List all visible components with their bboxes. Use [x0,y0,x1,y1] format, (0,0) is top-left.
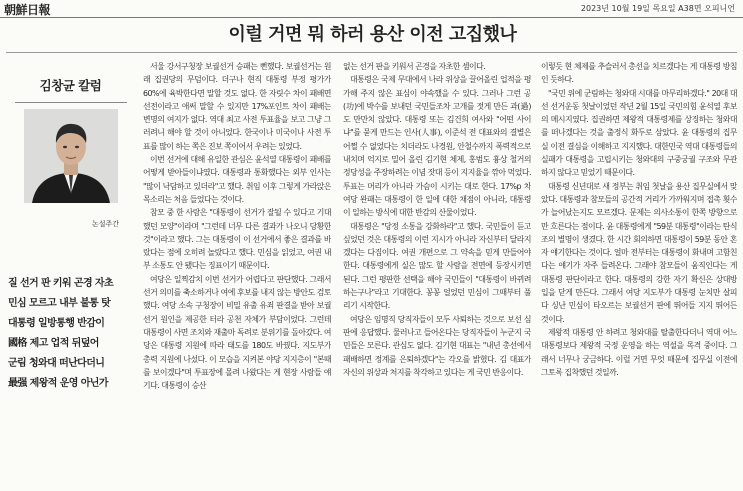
author-portrait-image [24,109,118,203]
paragraph: 참모 중 한 사람은 "대통령이 선거가 잘될 수 있다고 기대했던 모양"이라며 "그런데 너무 다른 결과가 나오니 당황한 것"이라고 했다. 그는 대통령이 이 선거에서 좋은 결과를 바랐다는 점에 오히려 놀랐다고 했다. 민심을 읽었고, 여권 내부 소통도 안 됐다는 징표이기 때문이다. [143,208,331,271]
paragraph: 이렇듯 현 체제를 추슬러서 총선을 치르겠다는 게 대통령 방침인 듯하다. [541,62,737,85]
paragraph: 여당은 임명직 당직자들이 모두 사퇴하는 것으로 보선 심판에 응답했다. 물러나고 들어온다는 당직자들이 누군지 국민들은 모른다. 관심도 없다. 김기현 대표는 "내년 총선에서 패배하면 정계를 은퇴하겠다"는 각오를 밝혔다. 김 대표가 자신의 위상과 처지를 착각하고 있다는 게 국민 반응이다. [343,314,531,377]
paragraph: 이번 선거에 대해 유일한 관심은 윤석열 대통령이 패배를 어떻게 받아들이냐였다. 대통령과 통화했다는 외부 인사는 "많이 낙담하고 있더라"고 했다. 취임 이후 그렇게 가라앉은 목소리는 처음 들었다는 것이다. [143,155,331,204]
page-header [0,0,743,18]
author-column [8,62,133,487]
article-column-1 [143,60,331,490]
pull-quote-line: 질 선거 판 키워 곤경 자초 [8,278,114,289]
headline-divider [6,52,737,53]
pull-quote [8,274,133,394]
paragraph: 대통령은 국제 무대에서 나라 위상을 끌어올린 업적을 평가해 주지 않은 표심이 야속했을 수 있다. 그러나 그런 공(功)에 박수를 보내던 국민들조차 고개를 젓게 만든 과(過)도 만만치 않았다. 대통령 또는 김건희 여사와 "어떤 사이냐"를 묻게 만드는 인사(人事), 이준석 전 대표와의 결별은 어쩔 수 없었다는 치더라도 나경원, 안철수까지 폭력적으로 내치며 억지로 밀어 올린 김기현 체제, 홍범도 흉상 철거의 정당성을 주장하려는 이념 잣대 등이 지지율을 깎아 먹었다. 투표는 머리가 아니라 가슴이 시키는 대로 한다. 17%p 차 여당 완패는 대통령이 한 일에 대한 채점이 아니라, 대통령이 일하는 방식에 대한 반감의 산물이었다. [343,75,531,218]
author-title: 논설주간 [91,220,119,228]
article-column-2 [343,60,531,490]
paragraph: 없는 선거 판을 키워서 곤경을 자초한 셈이다. [343,62,486,71]
paragraph: 서울 강서구청장 보궐선거 승패는 뻔했다. 보궐선거는 원래 집권당의 무덤이다. 더구나 현직 대통령 부정 평가가 60%에 육박한다면 말할 것도 없다. 한 자릿수 차이 패배면 선전이라고 애써 말할 수 있지만 17%포인트 차이 패배는 변명의 여지가 없다. 역대 최고 사전 투표율을 보고 그냥 그러려니 해야 할 것이 아니었다. 한국이나 미국이나 사전 투표를 많이 하는 쪽은 진보 쪽이어서 우려는 있었다. [143,62,331,151]
article-headline: 이럴 거면 뭐 하러 용산 이전 고집했나 [228,24,517,45]
issue-info: 2023년 10월 19일 목요일 A38면 오피니언 [580,4,735,13]
article-column-3 [541,60,737,490]
pull-quote-line: 대통령 일방통행 반감이 [8,318,105,329]
pull-quote-line: 민심 모르고 내부 불통 탓 [8,298,111,309]
pull-quote-line: 군림 청와대 떠난다더니 [8,358,105,369]
column-byline: 김창균 칼럼 [39,78,102,93]
byline-divider [15,102,127,103]
paragraph: 대통령은 "당정 소통을 강화하라"고 했다. 국민들이 듣고 싶었던 것은 대통령의 이런 지시가 아니라 자신부터 달라지겠다는 다짐이다. 여권 개편으로 그 약속을 믿게 만들어야 한다. 대통령에게 실은 많도 할 사람을 전면에 등장시키면 된다. 그런 평판한 선택을 해야 국민들이 "대통령이 바뀌려 하는구나"라고 기대한다. 꽁꽁 얼었던 민심이 그때부터 풀리기 시작한다. [343,221,531,311]
paragraph: "국민 위에 군림하는 청와대 시대를 마무리하겠다." 20대 대선 선거운동 첫날이었던 작년 2월 15일 국민의힘 윤석열 후보의 메시지였다. 집권하면 제왕적 대통령제를 상징하는 청와대를 떠나겠다는 것을 출정식 화두로 삼았다. 윤 대통령의 집무실 이전 결심을 이해하고 지지했다. 대한민국 역대 대통령들의 실패가 대통령을 고립시키는 청와대의 구중궁궐 구조와 무관하지 않다고 믿었기 때문이다. [541,88,737,178]
masthead: 朝鮮日報 [4,3,51,17]
pull-quote-line: 最强 제왕적 운영 아닌가 [8,378,108,389]
pull-quote-line: 國格 제고 업적 뒤덮어 [8,338,99,349]
author-photo [24,109,118,203]
paragraph: 대통령 신년대로 새 정부는 취임 첫날을 용산 집무실에서 맞았다. 대통령과 참모들의 공간적 거리가 가까워지며 접촉 횟수가 늘어났는지도 모르겠다. 문제는 의사소통이 한쪽 방향으로만 흐른다는 점이다. 윤 대통령에게 "59분 대통령"이라는 탄식조의 별명이 생겼다. 한 시간 회의하면 대통령이 59분 동안 혼자 얘기한다는 것이다. 얼마 전부터는 대통령이 화내며 고함친다는 얘기가 자주 들려온다. 그래야 참모들이 움직인다는 게 대통령 판단이라고 한다. 대통령의 강한 자기 확신은 상대방 입을 닫게 만든다. 그래서 여당 지도부가 대통령 눈치만 살피다 싱난 민심이 타오르는 보궐선거 판에 뛰어들 지지 뛰어든 것이다. [541,181,737,324]
paragraph: 여당은 일찍감치 이번 선거가 어렵다고 판단했다. 그래서 선거 의미를 축소하거나 여에 후보를 내지 않는 방안도 검토했다. 여당 소속 구청장이 비밀 유출 유죄 판결을 받아 보궐선거 원인을 제공한 터라 공천 자체가 부담이었다. 그런데 대통령이 사면 조치와 재출마 독려로 분위기를 돌아갔다. 여당은 대통령 지원에 따라 태도를 180도 바꿨다. 지도부가 총력 지원에 나섰다. 이 모습을 지켜본 야당 지지층이 "본때를 보이겠다"며 투표장에 몰려 나왔다는 게 현장 사람들 얘기다. 대통령이 승산 [143,274,331,391]
paragraph: 제왕적 대통령 안 하려고 청와대를 탈출한다더니 역대 어느 대통령보다 제왕적 국정 운영을 하는 역설을 목격 중이다. 그래서 너무나 궁금하다. 이럴 거면 무엇 때문에 집무실 이전에 그토록 집착했던 것일까. [541,327,737,377]
